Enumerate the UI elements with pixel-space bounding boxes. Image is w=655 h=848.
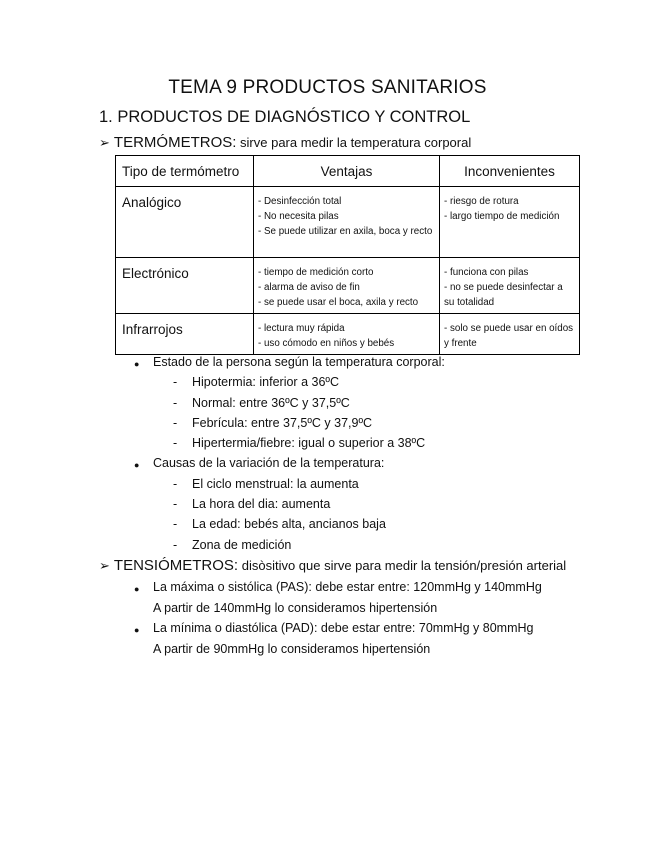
dash-icon: -: [173, 375, 178, 389]
table-cell-advantages: [254, 258, 440, 314]
sub-list-item: La edad: bebés alta, ancianos baja: [192, 517, 386, 531]
dash-icon: -: [173, 477, 178, 491]
thermometers-description: sirve para medir la temperatura corporal: [240, 135, 472, 150]
tensiometers-keyword: TENSIÓMETROS:: [113, 557, 239, 574]
thermometers-keyword: TERMÓMETROS:: [113, 134, 237, 151]
list-item: La máxima o sistólica (PAS): debe estar entre: 120mmHg y 140mmHg: [153, 580, 542, 594]
tensiometers-description: disòsitivo que sirve para medir la tensión/presión arterial: [241, 558, 567, 573]
bullet-dot-icon: ●: [134, 359, 140, 369]
disadvantage-item: - no se puede desinfectar a su totalidad: [444, 282, 563, 308]
sub-list-item: Normal: entre 36ºC y 37,5ºC: [192, 396, 350, 410]
advantage-item: - Se puede utilizar en axila, boca y recto: [258, 226, 433, 237]
table-cell-disadvantages: [440, 314, 580, 355]
table-cell-type: Analógico: [116, 187, 254, 258]
dash-icon: -: [173, 497, 178, 511]
table-row: [116, 187, 580, 258]
section-heading: 1. PRODUCTOS DE DIAGNÓSTICO Y CONTROL: [99, 108, 471, 126]
table-header: Tipo de termómetro: [116, 156, 254, 187]
sub-list-item: Hipertermia/fiebre: igual o superior a 38ºC: [192, 436, 426, 450]
disadvantage-item: - funciona con pilas: [444, 267, 529, 278]
list-item: Estado de la persona según la temperatura corporal:: [153, 355, 445, 369]
thermometers-heading: [99, 134, 471, 151]
list-item-continuation: A partir de 140mmHg lo consideramos hipertensión: [153, 601, 438, 615]
sub-list-item: Febrícula: entre 37,5ºC y 37,9ºC: [192, 416, 373, 430]
advantage-item: - No necesita pilas: [258, 211, 339, 222]
arrow-bullet-icon: ➢: [99, 135, 110, 150]
dash-icon: -: [173, 416, 178, 430]
table-header: Ventajas: [254, 156, 440, 187]
table-cell-advantages: [254, 314, 440, 355]
advantage-item: - alarma de aviso de fin: [258, 282, 360, 293]
dash-icon: -: [173, 436, 178, 450]
bullet-dot-icon: ●: [134, 584, 140, 594]
sub-list-item: El ciclo menstrual: la aumenta: [192, 477, 359, 491]
table-row: [116, 314, 580, 355]
table-header-row: [116, 156, 580, 187]
table-cell-type: Electrónico: [116, 258, 254, 314]
disadvantage-item: - solo se puede usar en oídos y frente: [444, 323, 574, 349]
table-cell-disadvantages: [440, 258, 580, 314]
arrow-bullet-icon: ➢: [99, 558, 110, 573]
list-item: Causas de la variación de la temperatura:: [153, 456, 385, 470]
bullet-dot-icon: ●: [134, 625, 140, 635]
advantage-item: - lectura muy rápida: [258, 323, 345, 334]
sub-list-item: Hipotermia: inferior a 36ºC: [192, 375, 339, 389]
table-row: [116, 258, 580, 314]
advantage-item: - se puede usar el boca, axila y recto: [258, 297, 419, 308]
table-cell-disadvantages: [440, 187, 580, 258]
list-item: La mínima o diastólica (PAD): debe estar entre: 70mmHg y 80mmHg: [153, 621, 534, 635]
table-cell-advantages: [254, 187, 440, 258]
table-header: Inconvenientes: [440, 156, 580, 187]
advantage-item: - Desinfección total: [258, 196, 342, 207]
tensiometers-heading: [99, 557, 566, 574]
advantage-item: - tiempo de medición corto: [258, 267, 374, 278]
disadvantage-item: - riesgo de rotura: [444, 196, 519, 207]
list-item-continuation: A partir de 90mmHg lo consideramos hipertensión: [153, 642, 431, 656]
disadvantage-item: - largo tiempo de medición: [444, 211, 560, 222]
dash-icon: -: [173, 396, 178, 410]
page-title: TEMA 9 PRODUCTOS SANITARIOS: [168, 77, 487, 98]
bullet-dot-icon: ●: [134, 460, 140, 470]
dash-icon: -: [173, 517, 178, 531]
sub-list-item: Zona de medición: [192, 538, 292, 552]
advantage-item: - uso cómodo en niños y bebés: [258, 338, 395, 349]
sub-list-item: La hora del dia: aumenta: [192, 497, 331, 511]
dash-icon: -: [173, 538, 178, 552]
thermometer-table: [115, 155, 580, 355]
table-cell-type: Infrarrojos: [116, 314, 254, 355]
